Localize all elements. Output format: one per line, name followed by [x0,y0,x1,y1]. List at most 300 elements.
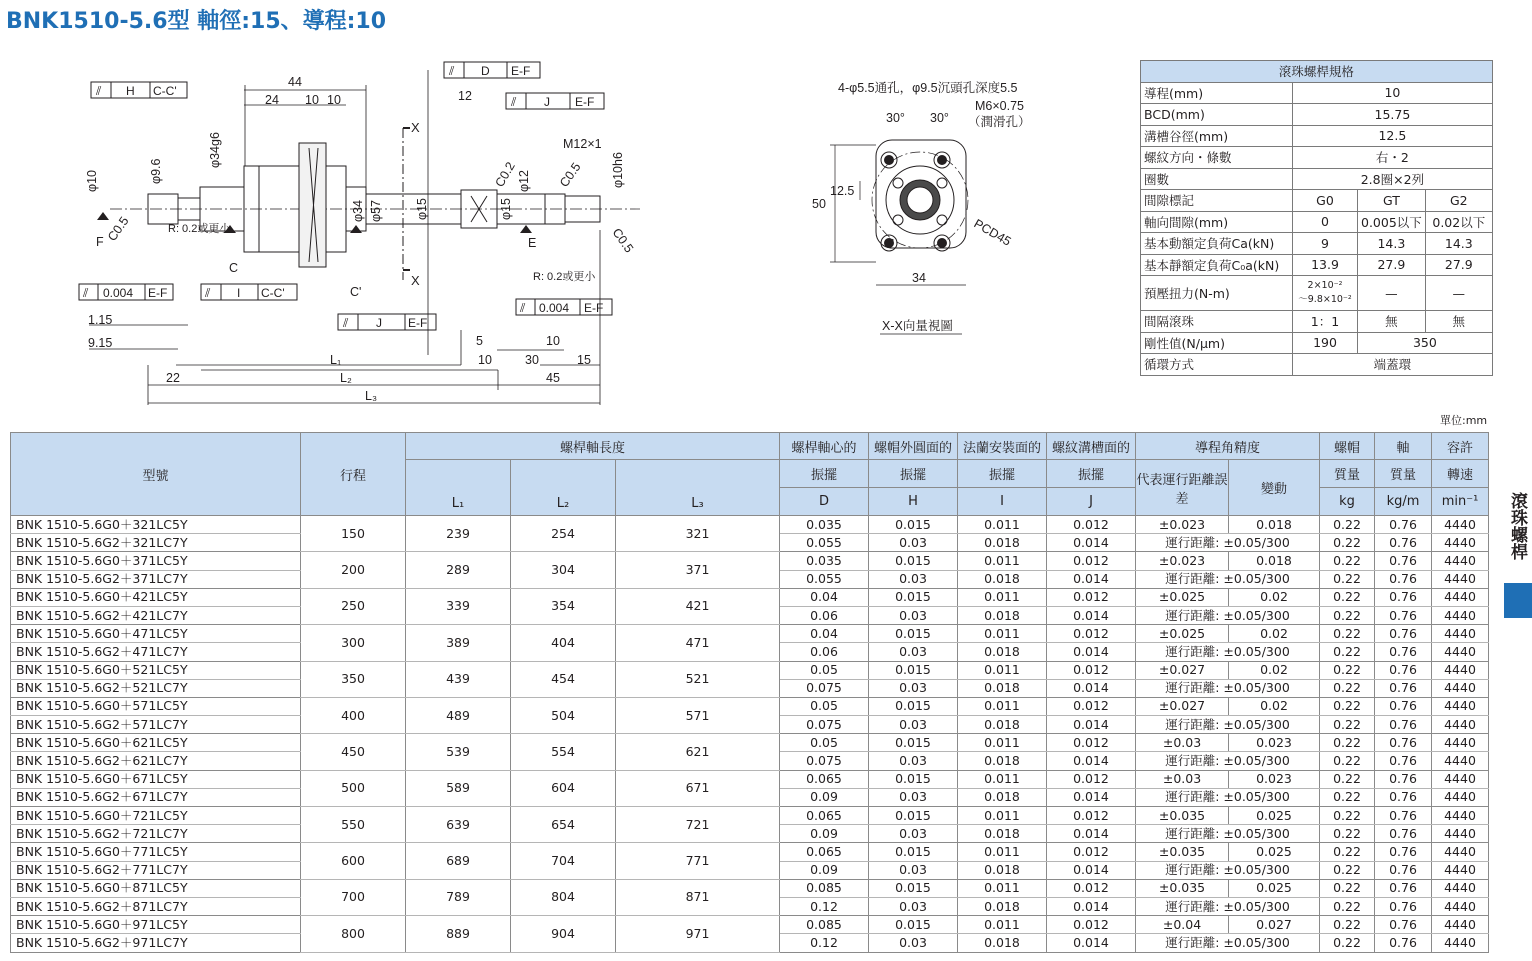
table-cell: 4440 [1432,934,1489,952]
table-cell: 導程(mm) [1141,82,1293,104]
drawing-label: J [376,316,382,330]
table-cell: BNK 1510-5.6G2＋471LC7Y [11,643,301,661]
table-cell: 321 [616,516,780,552]
table-cell: ±0.023 [1136,516,1229,534]
table-cell: 4440 [1432,661,1489,679]
table-cell: 0.22 [1320,661,1375,679]
table-cell: 0.76 [1375,625,1432,643]
drawing-label: E-F [575,95,595,109]
table-cell: 0.012 [1047,879,1136,897]
table-cell: BNK 1510-5.6G2＋671LC7Y [11,788,301,806]
table-cell: 0.014 [1047,788,1136,806]
table-cell: H [869,488,958,516]
table-cell: 溝槽谷徑(mm) [1141,125,1293,147]
table-cell: 0.015 [869,516,958,534]
table-cell: 0.055 [780,534,869,552]
table-cell: 0.22 [1320,897,1375,915]
dim-10a: 10 [305,93,319,107]
table-cell: 0.015 [869,697,958,715]
table-cell: 671 [616,770,780,806]
table-cell: 0.075 [780,716,869,734]
table-cell: 0.014 [1047,606,1136,624]
table-cell: 0.012 [1047,916,1136,934]
table-cell: 質量 [1375,460,1432,488]
table-cell: 無 [1425,311,1492,333]
dim-15: 15 [577,353,591,367]
table-cell: 0.012 [1047,661,1136,679]
drawing-label: E-F [408,316,428,330]
table-cell: 0.011 [958,843,1047,861]
table-row [11,734,1489,752]
table-cell: 0.09 [780,788,869,806]
table-cell: 0.76 [1375,552,1432,570]
table-row [11,588,1489,606]
table-cell: 771 [616,843,780,879]
table-cell: 運行距離: ±0.05/300 [1136,679,1320,697]
table-cell: BNK 1510-5.6G0＋571LC5Y [11,697,301,715]
table-cell: 389 [406,625,511,661]
dim-phi96: φ9.6 [149,158,163,184]
table-cell: 0.22 [1320,734,1375,752]
table-cell: BNK 1510-5.6G2＋871LC7Y [11,897,301,915]
table-cell: BCD(mm) [1141,104,1293,126]
table-cell: 4440 [1432,606,1489,624]
table-cell: 4440 [1432,716,1489,734]
table-cell: 0.015 [869,734,958,752]
table-cell: 0.22 [1320,752,1375,770]
table-cell: 0.035 [780,552,869,570]
table-cell: 型號 [11,433,301,516]
table-cell: 571 [616,697,780,733]
table-row [11,879,1489,897]
table-cell: 190 [1293,332,1358,354]
table-cell: 0.76 [1375,697,1432,715]
table-cell: 運行距離: ±0.05/300 [1136,643,1320,661]
table-cell: 行程 [301,433,406,516]
drawing-label: H [126,84,135,98]
table-cell: BNK 1510-5.6G0＋621LC5Y [11,734,301,752]
table-cell: 604 [511,770,616,806]
table-cell: 0.04 [780,588,869,606]
table-row [11,807,1489,825]
table-cell: 滾珠螺桿規格 [1141,61,1493,83]
table-cell: 0.22 [1320,861,1375,879]
table-cell: 0.018 [1229,516,1320,534]
end-view-50: 50 [812,197,826,211]
drawing-label: C-C' [153,84,177,98]
dim-12: 12 [458,89,472,103]
table-cell: 371 [616,552,780,588]
table-cell: 0.22 [1320,534,1375,552]
table-cell: 0.06 [780,606,869,624]
side-tab-marker [1504,583,1532,618]
table-cell: 4440 [1432,916,1489,934]
table-cell: 4440 [1432,843,1489,861]
table-cell: 789 [406,879,511,915]
table-cell: ±0.03 [1136,770,1229,788]
table-cell: — [1425,276,1492,311]
end-view-pcd: PCD45 [971,216,1014,249]
table-cell: 螺帽 [1320,433,1375,460]
table-cell: BNK 1510-5.6G2＋721LC7Y [11,825,301,843]
table-cell: 0.76 [1375,534,1432,552]
table-cell: 721 [616,807,780,843]
table-cell: 639 [406,807,511,843]
table-cell: 軸向間隙(mm) [1141,211,1293,233]
table-cell: 0.011 [958,661,1047,679]
table-cell: BNK 1510-5.6G2＋621LC7Y [11,752,301,770]
dim-m12: M12×1 [563,137,602,151]
table-cell: 0.03 [869,897,958,915]
table-cell: 螺帽外圓面的 [869,433,958,460]
table-row [11,916,1489,934]
table-cell: 運行距離: ±0.05/300 [1136,788,1320,806]
table-cell: 0.76 [1375,752,1432,770]
table-cell: 0.02 [1229,697,1320,715]
dim-r02a: R: 0.2或更小 [168,223,231,235]
table-cell: kg [1320,488,1375,516]
table-cell: 0.76 [1375,825,1432,843]
table-cell: 0.02以下 [1425,211,1492,233]
table-cell: J [1047,488,1136,516]
table-cell: BNK 1510-5.6G0＋721LC5Y [11,807,301,825]
end-view-125: 12.5 [830,184,855,198]
table-cell: 0.011 [958,516,1047,534]
table-cell: 0.04 [780,625,869,643]
table-cell: 0.012 [1047,516,1136,534]
end-view-caption: X-X向量視圖 [882,319,953,333]
table-cell: 621 [616,734,780,770]
table-cell: 871 [616,879,780,915]
table-cell: 804 [511,879,616,915]
table-cell: 439 [406,661,511,697]
table-cell: 0.76 [1375,661,1432,679]
table-cell: 689 [406,843,511,879]
table-cell: 0.22 [1320,552,1375,570]
table-cell: 0.005以下 [1358,211,1426,233]
table-cell: 運行距離: ±0.05/300 [1136,752,1320,770]
table-cell: 0.03 [869,861,958,879]
table-cell: 0.015 [869,625,958,643]
table-cell: 0.76 [1375,570,1432,588]
table-cell: ±0.023 [1136,552,1229,570]
table-cell: 0.76 [1375,879,1432,897]
tol-frame-d [444,62,540,78]
dim-phi10h6: φ10h6 [611,152,625,188]
table-cell: 0.03 [869,534,958,552]
drawing-label: ⫽ [511,95,517,109]
table-cell: 右・2 [1293,147,1493,169]
table-cell: 454 [511,661,616,697]
table-cell: 0.018 [958,897,1047,915]
table-cell: 0.03 [869,570,958,588]
table-cell: 339 [406,588,511,624]
table-row [11,697,1489,715]
table-cell: 0.012 [1047,697,1136,715]
table-cell: 0.011 [958,552,1047,570]
table-cell: 0.012 [1047,843,1136,861]
table-cell: 0.22 [1320,679,1375,697]
table-cell: 運行距離: ±0.05/300 [1136,716,1320,734]
table-cell: 500 [301,770,406,806]
table-cell: 0.05 [780,697,869,715]
table-cell: 0.011 [958,770,1047,788]
table-cell: 0.76 [1375,843,1432,861]
table-cell: 變動 [1229,460,1320,516]
table-cell: 0.22 [1320,916,1375,934]
table-cell: 運行距離: ±0.05/300 [1136,934,1320,952]
drawing-label: ⫽ [520,301,526,315]
end-view-angle2: 30° [930,111,949,125]
table-cell: BNK 1510-5.6G0＋321LC5Y [11,516,301,534]
table-cell: 0.015 [869,661,958,679]
table-cell: 0.012 [1047,588,1136,606]
dim-l2: L₂ [340,371,352,385]
table-cell: 振擺 [780,460,869,488]
dim-c02: C0.2 [492,159,518,190]
table-cell: 0.012 [1047,552,1136,570]
table-cell: 0.014 [1047,861,1136,879]
table-cell: ±0.027 [1136,697,1229,715]
dim-l3: L₃ [365,389,378,403]
table-cell: 0.76 [1375,861,1432,879]
table-cell: 2.8圈×2列 [1293,168,1493,190]
table-cell: 運行距離: ±0.05/300 [1136,606,1320,624]
drawing-label: E-F [584,301,604,315]
table-cell: 4440 [1432,897,1489,915]
section-x-bottom: X [411,273,420,288]
table-cell: BNK 1510-5.6G0＋421LC5Y [11,588,301,606]
table-cell: 0.025 [1229,879,1320,897]
table-cell: G0 [1293,190,1358,212]
table-cell: 0.22 [1320,788,1375,806]
end-view-angle1: 30° [886,111,905,125]
table-cell: 0.03 [869,825,958,843]
table-cell: 代表運行距離誤差 [1136,460,1229,516]
table-cell: ±0.035 [1136,879,1229,897]
table-cell: 0.012 [1047,625,1136,643]
table-cell: 0.018 [958,606,1047,624]
table-cell: 0.018 [958,861,1047,879]
table-cell: 200 [301,552,406,588]
table-cell: 質量 [1320,460,1375,488]
dim-phi34: φ34 [351,199,365,222]
table-cell: 0.011 [958,734,1047,752]
table-cell: 0.018 [958,570,1047,588]
table-cell: 0.014 [1047,570,1136,588]
table-cell: 螺桿軸心的 [780,433,869,460]
table-cell: 0.76 [1375,606,1432,624]
table-cell: 振擺 [958,460,1047,488]
table-cell: 13.9 [1293,254,1358,276]
table-cell: 0.025 [1229,843,1320,861]
table-cell: 0.014 [1047,643,1136,661]
table-cell: kg/m [1375,488,1432,516]
table-cell: 容許 [1432,433,1489,460]
table-cell: 489 [406,697,511,733]
drawing-label: J [544,95,550,109]
table-cell: 4440 [1432,697,1489,715]
table-cell: 0.76 [1375,897,1432,915]
table-cell: 導程角精度 [1136,433,1320,460]
table-cell: 0.015 [869,770,958,788]
table-cell: 0.02 [1229,588,1320,606]
dim-phi34g6: φ34g6 [208,132,222,168]
table-cell: 圈數 [1141,168,1293,190]
table-cell: 0.011 [958,916,1047,934]
table-cell: 0.014 [1047,897,1136,915]
table-cell: 4440 [1432,516,1489,534]
table-cell: 150 [301,516,406,552]
dim-phi15b: φ15 [499,197,513,220]
table-cell: 0.22 [1320,807,1375,825]
table-cell: BNK 1510-5.6G0＋671LC5Y [11,770,301,788]
table-cell: 521 [616,661,780,697]
table-cell: BNK 1510-5.6G2＋971LC7Y [11,934,301,952]
table-cell: 0.76 [1375,588,1432,606]
table-cell: ±0.025 [1136,588,1229,606]
end-view-lube: （潤滑孔） [968,115,1031,129]
dim-c05b: C0.5 [556,160,584,190]
drawing-label: ⫽ [96,84,102,98]
table-cell: 504 [511,697,616,733]
table-cell: 0.03 [869,716,958,734]
table-cell: 4440 [1432,770,1489,788]
table-cell: GT [1358,190,1426,212]
table-cell: 550 [301,807,406,843]
table-cell: 0.015 [869,552,958,570]
table-cell: ±0.035 [1136,843,1229,861]
drawing-label: ⫽ [449,64,455,78]
shaft-drawing [0,40,1120,415]
table-cell: 0.22 [1320,697,1375,715]
table-cell: 4440 [1432,643,1489,661]
datum-f: F [96,235,104,249]
table-cell: 2×10⁻² ～9.8×10⁻² [1293,276,1358,311]
table-cell: 289 [406,552,511,588]
section-x-top: X [411,120,420,135]
model-table [10,432,1489,953]
table-cell: 0.023 [1229,734,1320,752]
table-cell: 15.75 [1293,104,1493,126]
table-cell: 0.76 [1375,679,1432,697]
table-cell: 27.9 [1358,254,1426,276]
dim-phi15a: φ15 [415,197,429,220]
table-cell: 0.05 [780,734,869,752]
table-cell: I [958,488,1047,516]
table-cell: 0.76 [1375,643,1432,661]
table-cell: BNK 1510-5.6G2＋771LC7Y [11,861,301,879]
table-row [11,625,1489,643]
table-row [11,516,1489,534]
table-cell: 轉速 [1432,460,1489,488]
table-cell: 剛性值(N/μm) [1141,332,1293,354]
side-tab: 滾珠螺桿 [1507,492,1527,560]
table-cell: 運行距離: ±0.05/300 [1136,570,1320,588]
table-cell: 0.085 [780,916,869,934]
table-cell: 0.023 [1229,770,1320,788]
table-cell: 循環方式 [1141,354,1293,376]
table-row [11,770,1489,788]
table-cell: 704 [511,843,616,879]
table-cell: 螺紋方向・條數 [1141,147,1293,169]
table-cell: 4440 [1432,625,1489,643]
dim-45: 45 [546,371,560,385]
table-cell: 0.03 [869,752,958,770]
table-cell: 0.012 [1047,770,1136,788]
table-cell: 0.011 [958,807,1047,825]
end-view-holes: 4-φ5.5通孔，φ9.5沉頭孔深度5.5 [838,81,1018,95]
table-cell: 350 [1358,332,1493,354]
table-cell: 0.018 [958,788,1047,806]
table-cell: 0.22 [1320,625,1375,643]
datum-e: E [528,236,537,250]
dim-c05c: C0.5 [609,225,637,256]
table-cell: 450 [301,734,406,770]
table-cell: 889 [406,916,511,952]
table-cell: 0 [1293,211,1358,233]
table-cell: 1：1 [1293,311,1358,333]
table-cell: L₁ [406,460,511,516]
table-cell: 0.22 [1320,879,1375,897]
table-cell: 600 [301,843,406,879]
table-cell: L₃ [616,460,780,516]
table-cell: 404 [511,625,616,661]
table-cell: BNK 1510-5.6G0＋771LC5Y [11,843,301,861]
table-cell: 0.22 [1320,843,1375,861]
table-cell: 0.012 [1047,734,1136,752]
table-cell: 0.015 [869,843,958,861]
dim-l1: L₁ [330,353,342,367]
dim-30: 30 [525,353,539,367]
table-cell: BNK 1510-5.6G2＋371LC7Y [11,570,301,588]
table-cell: 運行距離: ±0.05/300 [1136,825,1320,843]
dim-10b: 10 [327,93,341,107]
table-cell: 4440 [1432,734,1489,752]
table-cell: 0.065 [780,807,869,825]
table-cell: 0.22 [1320,716,1375,734]
tol-frame-i [201,284,297,300]
table-cell: 0.09 [780,825,869,843]
table-cell: 421 [616,588,780,624]
table-cell: 0.014 [1047,716,1136,734]
table-cell: 基本動額定負荷Ca(kN) [1141,233,1293,255]
table-cell: 0.76 [1375,934,1432,952]
table-cell: 0.06 [780,643,869,661]
table-cell: 0.76 [1375,807,1432,825]
table-cell: 運行距離: ±0.05/300 [1136,534,1320,552]
table-cell: 間隔滾珠 [1141,311,1293,333]
table-cell: 0.018 [958,534,1047,552]
table-cell: G2 [1425,190,1492,212]
table-cell: BNK 1510-5.6G2＋521LC7Y [11,679,301,697]
table-cell: 4440 [1432,825,1489,843]
table-cell: 0.22 [1320,825,1375,843]
table-cell: 700 [301,879,406,915]
table-cell: 0.03 [869,934,958,952]
table-cell: 0.015 [869,916,958,934]
table-cell: 0.014 [1047,825,1136,843]
table-cell: ±0.035 [1136,807,1229,825]
dim-phi57: φ57 [369,199,383,222]
table-cell: 0.025 [1229,807,1320,825]
table-cell: 4440 [1432,788,1489,806]
table-cell: 振擺 [869,460,958,488]
drawing-label: 0.004 [539,301,570,315]
drawing-label: ⫽ [83,286,89,300]
spec-table [1140,60,1493,376]
table-cell: 304 [511,552,616,588]
